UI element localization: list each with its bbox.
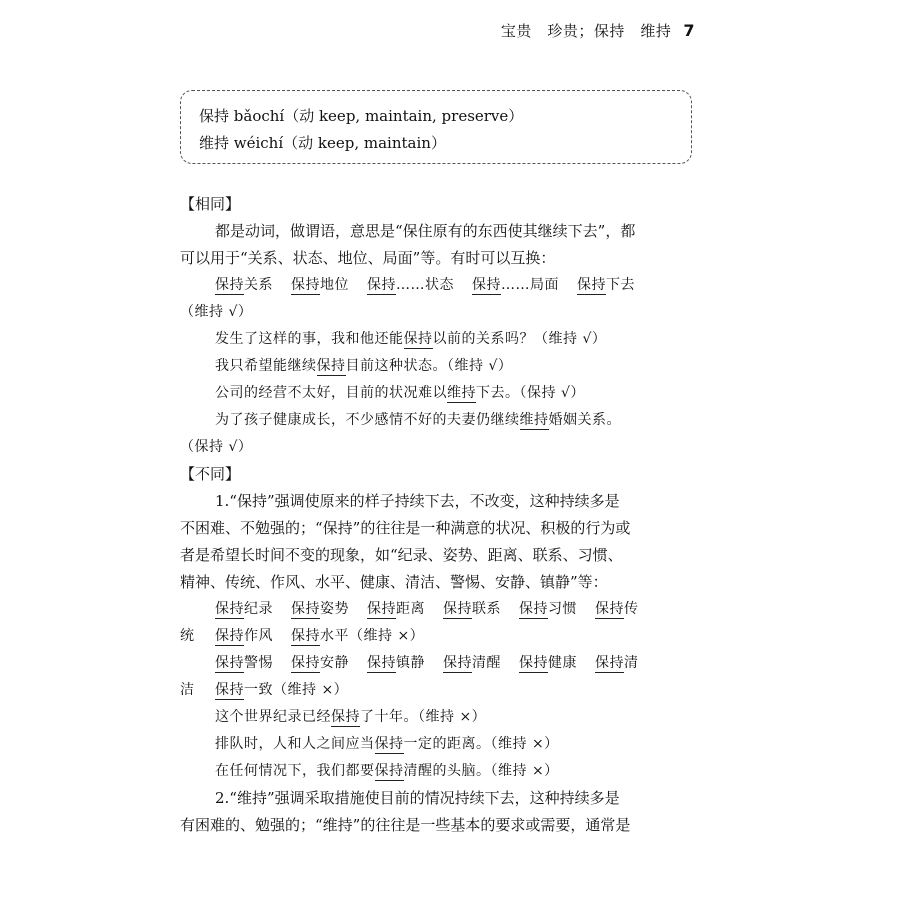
- underlined-term: 保持: [367, 277, 396, 293]
- example-sentence: 排队时，人和人之间应当保持一定的距离。（维持 ×）: [215, 736, 559, 752]
- header-title: 宝贵 珍贵；保持 维持: [500, 22, 672, 40]
- paragraph-line: 1.“保持”强调使原来的样子持续下去，不改变，这种持续多是: [215, 492, 620, 510]
- example-sentence: 为了孩子健康成长，不少感情不好的夫妻仍继续维持婚姻关系。: [215, 412, 621, 428]
- paragraph-line: 有困难的、勉强的；“维持”的往往是一些基本的要求或需要，通常是: [180, 816, 631, 834]
- underlined-term: 保持: [291, 628, 320, 644]
- underlined-term: 保持: [374, 736, 404, 752]
- underlined-term: 保持: [215, 655, 244, 671]
- paragraph-line: 2.“维持”强调采取措施使目前的情况持续下去，这种持续多是: [215, 789, 620, 807]
- underlined-term: 保持: [215, 628, 244, 644]
- underlined-term: 保持: [577, 277, 606, 293]
- underlined-term: 保持: [291, 655, 320, 671]
- example-note: （维持 √）: [180, 304, 253, 320]
- underlined-term: 保持: [519, 655, 548, 671]
- underlined-term: 维持: [447, 385, 476, 401]
- paragraph-line: 可以用于“关系、状态、地位、局面”等。有时可以互换：: [180, 249, 556, 267]
- underlined-term: 保持: [595, 655, 624, 671]
- example-phrases: 保持警惕 保持安静 保持镇静 保持清醒 保持健康 保持清: [215, 655, 639, 671]
- definition-box: [180, 90, 692, 164]
- underlined-term: 保持: [291, 277, 320, 293]
- paragraph-line: 都是动词，做谓语，意思是“保住原有的东西使其继续下去”，都: [215, 222, 636, 240]
- section-heading-same: 【相同】: [180, 195, 241, 213]
- underlined-term: 保持: [316, 358, 346, 374]
- underlined-term: 保持: [443, 601, 472, 617]
- example-phrases: 保持纪录 保持姿势 保持距离 保持联系 保持习惯 保持传: [215, 601, 639, 617]
- example-phrases: 统 保持作风 保持水平（维持 ×）: [180, 628, 425, 644]
- underlined-term: 保持: [519, 601, 548, 617]
- running-header: [501, 20, 695, 41]
- definition-baochi: 保持 bǎochí（动 keep, maintain, preserve）: [199, 107, 524, 125]
- example-sentence: 这个世界纪录已经保持了十年。（维持 ×）: [215, 709, 487, 725]
- definition-weichi: 维持 wéichí（动 keep, maintain）: [199, 134, 446, 152]
- underlined-term: 保持: [374, 763, 404, 779]
- underlined-term: 保持: [291, 601, 320, 617]
- example-sentence: 发生了这样的事，我和他还能保持以前的关系吗？（维持 √）: [215, 331, 607, 347]
- example-phrases: 保持关系 保持地位 保持……状态 保持……局面 保持下去: [215, 277, 635, 293]
- underlined-term: 保持: [472, 277, 501, 293]
- example-note: （保持 √）: [180, 439, 253, 455]
- underlined-term: 保持: [215, 601, 244, 617]
- example-sentence: 我只希望能继续保持目前这种状态。（维持 √）: [215, 358, 513, 374]
- underlined-term: 维持: [519, 412, 549, 428]
- page-number: 7: [683, 21, 695, 40]
- section-heading-diff: 【不同】: [180, 465, 241, 483]
- paragraph-line: 精神、传统、作风、水平、健康、清洁、警惕、安静、镇静”等：: [180, 573, 608, 591]
- example-sentence: 公司的经营不太好，目前的状况难以维持下去。（保持 √）: [215, 385, 585, 401]
- example-sentence: 在任何情况下，我们都要保持清醒的头脑。（维持 ×）: [215, 763, 559, 779]
- underlined-term: 保持: [367, 601, 396, 617]
- underlined-term: 保持: [215, 277, 244, 293]
- paragraph-line: 不困难、不勉强的；“保持”的往往是一种满意的状况、积极的行为或: [180, 519, 631, 537]
- example-phrases: 洁 保持一致（维持 ×）: [180, 682, 349, 698]
- underlined-term: 保持: [403, 331, 433, 347]
- underlined-term: 保持: [215, 682, 244, 698]
- underlined-term: 保持: [595, 601, 624, 617]
- paragraph-line: 者是希望长时间不变的现象，如“纪录、姿势、距离、联系、习惯、: [180, 546, 623, 564]
- underlined-term: 保持: [443, 655, 472, 671]
- underlined-term: 保持: [367, 655, 396, 671]
- underlined-term: 保持: [331, 709, 360, 725]
